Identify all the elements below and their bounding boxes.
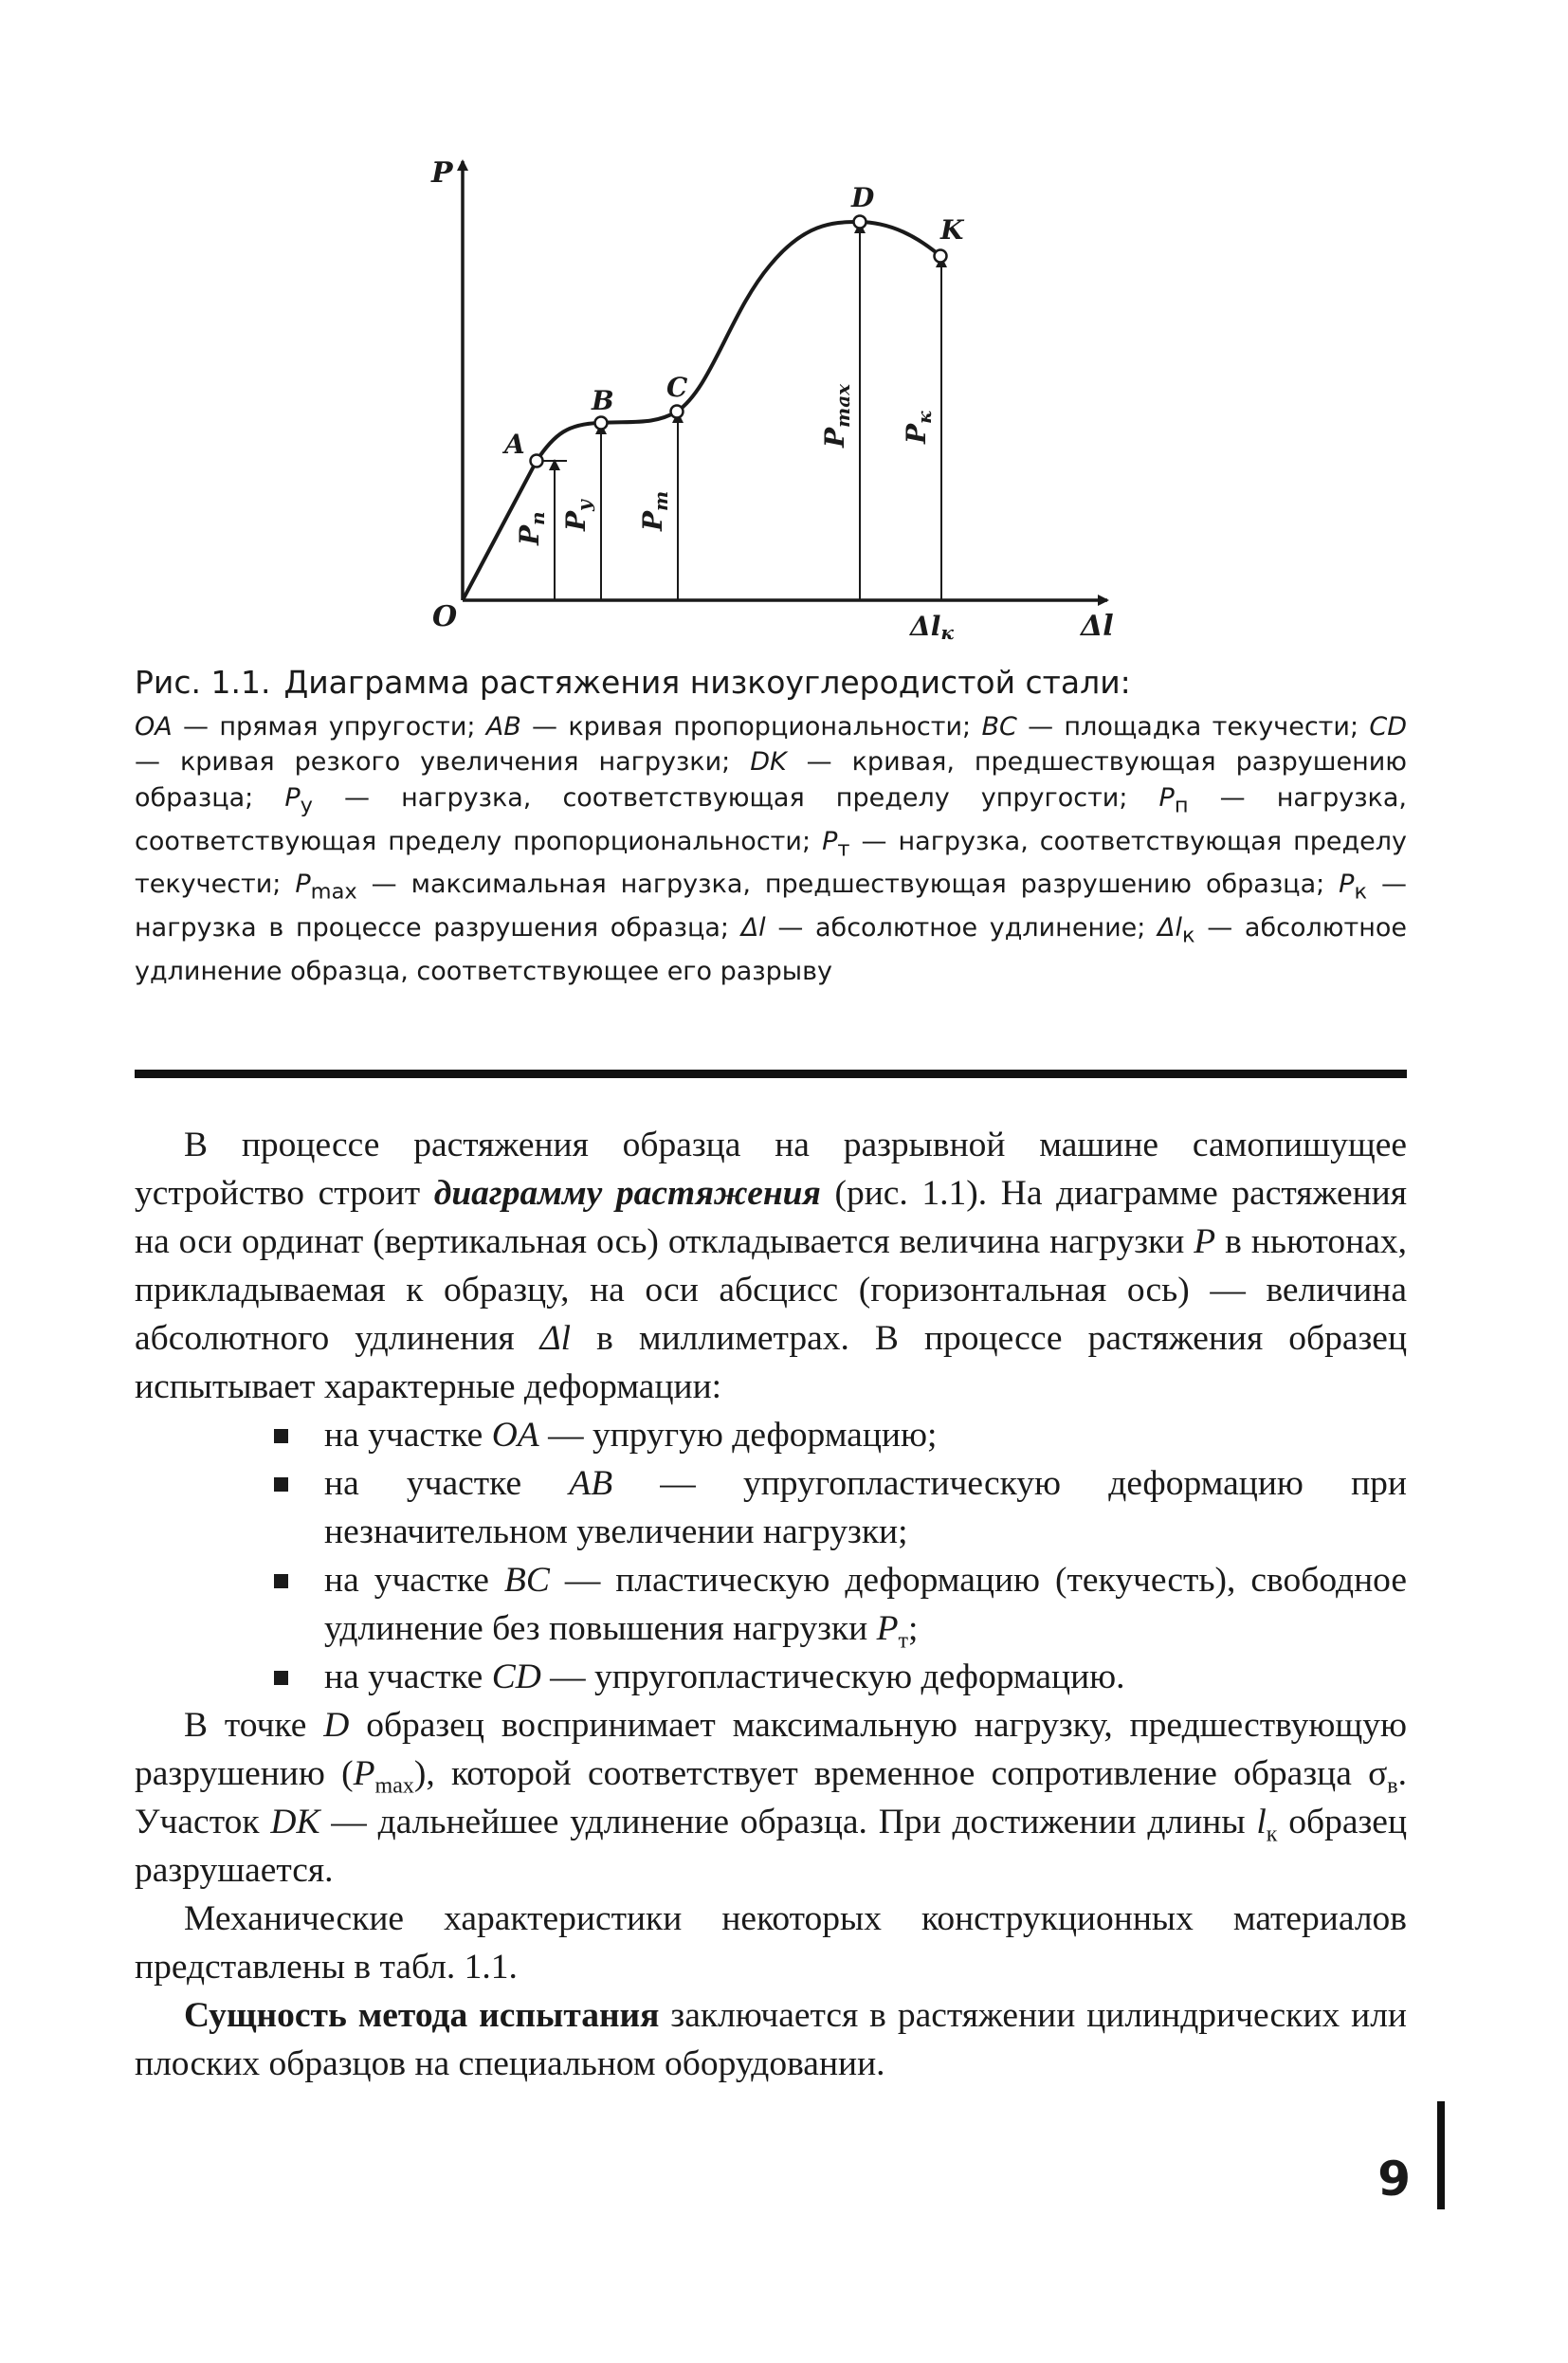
text-run: заключается в растяжении цилиндрических или плоских образцов на специальном оборудовании. [135, 1996, 1407, 2083]
text-run: на участке [324, 1561, 504, 1600]
text-run: ; [908, 1609, 919, 1648]
subscript: в [1387, 1773, 1398, 1799]
legend-desc: — нагрузка, соответствующая пределу текучести; [135, 826, 1407, 900]
caption-title [135, 662, 1407, 704]
variable: D [323, 1706, 350, 1745]
text-run: В точке [184, 1706, 324, 1745]
legend-term: BC [981, 712, 1017, 742]
point-d-marker [854, 216, 866, 229]
figure-title: Диаграмма растяжения низкоуглеродистой стали: [283, 664, 1131, 701]
page-number: 9 [1377, 2152, 1411, 2207]
point-k-label: K [940, 214, 964, 246]
text-run: — упругую деформацию; [538, 1416, 938, 1455]
text-run: на участке [324, 1658, 492, 1696]
elongation-at-break-label: Δlк [910, 611, 954, 644]
legend-desc: — кривая пропорциональности; [520, 712, 982, 742]
paragraph-method-essence [135, 1991, 1407, 2088]
legend-sub: к [1354, 879, 1368, 905]
point-k-marker [935, 250, 947, 263]
subscript: max [374, 1773, 414, 1799]
segment-name: OA [491, 1416, 539, 1455]
force-label-py: $P_у$ [560, 499, 595, 531]
legend-desc: — абсолютное удлинение; [765, 913, 1158, 943]
legend-desc: — максимальная нагрузка, предшествующая разрушению образца; [356, 870, 1340, 900]
paragraph-intro [135, 1121, 1407, 1411]
legend-term: P [1339, 870, 1355, 900]
text-run: образец разрушается. [135, 1803, 1408, 1890]
legend-term: P [295, 870, 311, 900]
figure-number: Рис. 1.1. [135, 664, 271, 701]
legend-term: Δl [740, 913, 766, 943]
legend-sub: у [300, 793, 313, 818]
segment-name: AB [569, 1464, 613, 1503]
text-run: на участке [324, 1464, 570, 1503]
deformation-stages-list [135, 1411, 1407, 1701]
segment-name: BC [503, 1561, 550, 1600]
body-text [135, 1121, 1407, 2088]
variable: P [353, 1754, 375, 1793]
paragraph-table-reference: Механические характеристики некоторых конструкционных материалов представлены в табл. 1.1. [135, 1899, 1407, 1987]
point-d-label: D [851, 182, 875, 213]
text-run: — пластическую деформацию (текучесть), свободное удлинение без повышения нагрузки [324, 1561, 1407, 1648]
text-run: образец воспринимает максимальную нагрузку, предшествующую разрушению ( [135, 1706, 1407, 1793]
legend-term: P [284, 782, 301, 813]
text-run: (рис. 1.1). На диаграмме растяжения на оси ординат (вертикальная ось) откладывается величина нагрузки [135, 1174, 1407, 1261]
legend-desc: — прямая упругости; [172, 712, 486, 742]
text-run: в ньютонах, прикладываемая к образцу, на оси абсцисс (горизонтальная ось) — величина абсолютного удлинения [135, 1222, 1407, 1358]
list-item [135, 1459, 1407, 1556]
list-item [135, 1411, 1407, 1459]
origin-label: O [432, 600, 458, 633]
legend-sub: к [1182, 923, 1195, 948]
legend-sub: max [310, 879, 357, 905]
legend-desc: — нагрузка в процессе разрушения образца; [135, 870, 1407, 943]
text-run: на участке [324, 1416, 492, 1455]
legend-desc: — площадка текучести; [1016, 712, 1370, 742]
point-a-label: A [504, 429, 525, 460]
subscript: к [1266, 1822, 1278, 1847]
x-axis-label: Δl [1081, 610, 1114, 643]
legend-sub: т [837, 836, 850, 861]
point-b-marker [595, 417, 608, 430]
text-run: — упругопластическую деформацию при незначительном увеличении нагрузки; [324, 1464, 1407, 1551]
list-item [135, 1556, 1407, 1653]
force-label-pmax: $P_{max}$ [819, 383, 854, 448]
subscript: т [898, 1628, 908, 1654]
caption-legend [135, 709, 1407, 989]
segment-name: CD [491, 1658, 541, 1696]
text-run: . Участок [135, 1754, 1408, 1841]
text-run: В процессе растяжения образца на разрывной машине самопишущее устройство строит [135, 1126, 1407, 1213]
point-b-label: B [592, 385, 614, 416]
page-edge-bar [1437, 2101, 1445, 2209]
legend-term: AB [485, 712, 521, 742]
force-label-pp: $P_п$ [514, 511, 549, 545]
key-term: диаграмму растяжения [433, 1174, 821, 1213]
variable: DK [270, 1803, 320, 1841]
legend-term: DK [750, 747, 787, 778]
legend-term: Δl [1158, 913, 1183, 943]
legend-desc: — абсолютное удлинение образца, соответствующее его разрыву [135, 913, 1407, 986]
variable: P [1194, 1222, 1216, 1261]
legend-desc: — кривая резкого увеличения нагрузки; [135, 747, 751, 778]
legend-term: P [1158, 782, 1175, 813]
force-label-pt: $P_т$ [637, 490, 672, 531]
text-run: — дальнейшее удлинение образца. При достижении длины [319, 1803, 1257, 1841]
legend-desc: — нагрузка, соответствующая пределу упругости; [312, 782, 1159, 813]
legend-sub: п [1174, 793, 1189, 818]
text-run: — упругопластическую деформацию. [540, 1658, 1125, 1696]
variable: l [1256, 1803, 1267, 1841]
point-c-label: C [666, 372, 688, 403]
legend-term: P [822, 826, 838, 856]
text-run: в миллиметрах. В процессе растяжения образец испытывает характерные деформации: [135, 1319, 1408, 1406]
section-divider [135, 1070, 1407, 1078]
variable: Δl [539, 1319, 572, 1358]
point-a-marker [531, 455, 543, 467]
point-c-marker [671, 406, 684, 418]
legend-desc: — кривая, предшествующая разрушению образца; [135, 747, 1408, 813]
figure-caption [135, 662, 1407, 989]
tension-diagram-figure [0, 0, 1568, 664]
y-axis-label: P [431, 156, 453, 190]
variable: P [876, 1609, 899, 1648]
force-label-pk: $P_к$ [901, 411, 936, 444]
legend-term: CD [1369, 712, 1407, 742]
legend-desc: — нагрузка, соответствующая пределу пропорциональности; [135, 782, 1407, 856]
key-term: Сущность метода испытания [184, 1996, 660, 2035]
list-item [135, 1653, 1407, 1701]
legend-term: OA [135, 712, 173, 742]
paragraph-point-d [135, 1701, 1407, 1895]
text-run: ), которой соответствует временное сопротивление образца σ [413, 1754, 1388, 1793]
